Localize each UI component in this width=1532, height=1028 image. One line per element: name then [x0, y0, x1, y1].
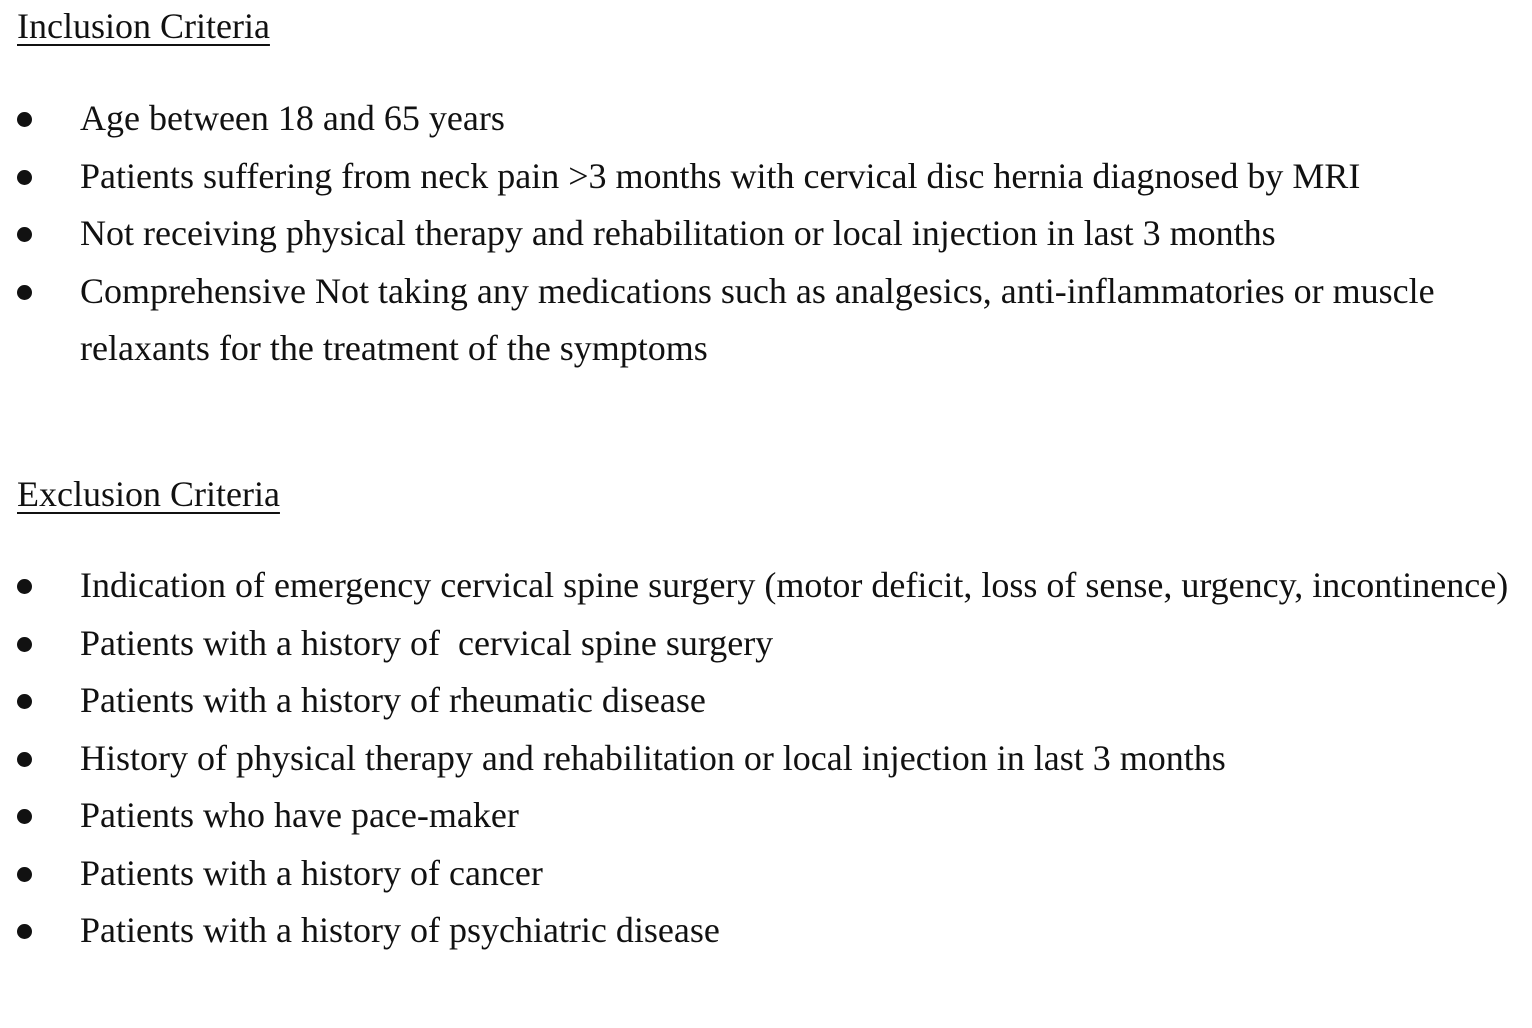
- exclusion-criteria-list: [0, 557, 1532, 960]
- list-item: [0, 672, 1526, 730]
- list-item: [0, 845, 1526, 903]
- list-item: [0, 615, 1526, 673]
- bullet-icon: [17, 112, 32, 127]
- bullet-icon: [17, 867, 32, 882]
- list-item-text: Comprehensive Not taking any medications such as analgesics, anti-inflammatories or muscle relaxants for the treatment of the symptoms: [80, 270, 1444, 368]
- bullet-icon: [17, 637, 32, 652]
- bullet-icon: [17, 694, 32, 709]
- list-item-text: Patients who have pace-maker: [80, 795, 519, 835]
- list-item-text: Patients with a history of psychiatric disease: [80, 910, 720, 950]
- bullet-icon: [17, 752, 32, 767]
- list-item-text: Patients with a history of cancer: [80, 852, 543, 893]
- bullet-icon: [17, 809, 32, 824]
- bullet-icon: [17, 924, 32, 939]
- list-item: [0, 90, 1526, 148]
- inclusion-criteria-heading: Inclusion Criteria: [17, 6, 270, 46]
- list-item-text: Patients with a history of rheumatic disease: [80, 680, 706, 720]
- list-item: [0, 902, 1526, 960]
- list-item-text: Patients suffering from neck pain >3 months with cervical disc hernia diagnosed by MRI: [80, 155, 1361, 196]
- list-item: [0, 730, 1526, 788]
- list-item-text: Age between 18 and 65 years: [80, 98, 505, 138]
- list-item: [0, 787, 1526, 845]
- list-item: [0, 557, 1526, 615]
- bullet-icon: [17, 285, 32, 300]
- inclusion-criteria-list: [0, 90, 1532, 378]
- list-item-text: Not receiving physical therapy and rehabilitation or local injection in last 3 months: [80, 213, 1276, 253]
- bullet-icon: [17, 227, 32, 242]
- list-item: [0, 205, 1526, 263]
- list-item-text: Indication of emergency cervical spine surgery (motor deficit, loss of sense, urgency, incontinence): [80, 565, 1509, 605]
- list-item: [0, 148, 1526, 206]
- list-item-text: Patients with a history of cervical spine surgery: [80, 622, 774, 663]
- list-item-text: History of physical therapy and rehabilitation or local injection in last 3 months: [80, 737, 1226, 778]
- list-item: [0, 263, 1526, 378]
- bullet-icon: [17, 170, 32, 185]
- bullet-icon: [17, 579, 32, 594]
- exclusion-criteria-heading: Exclusion Criteria: [17, 474, 280, 514]
